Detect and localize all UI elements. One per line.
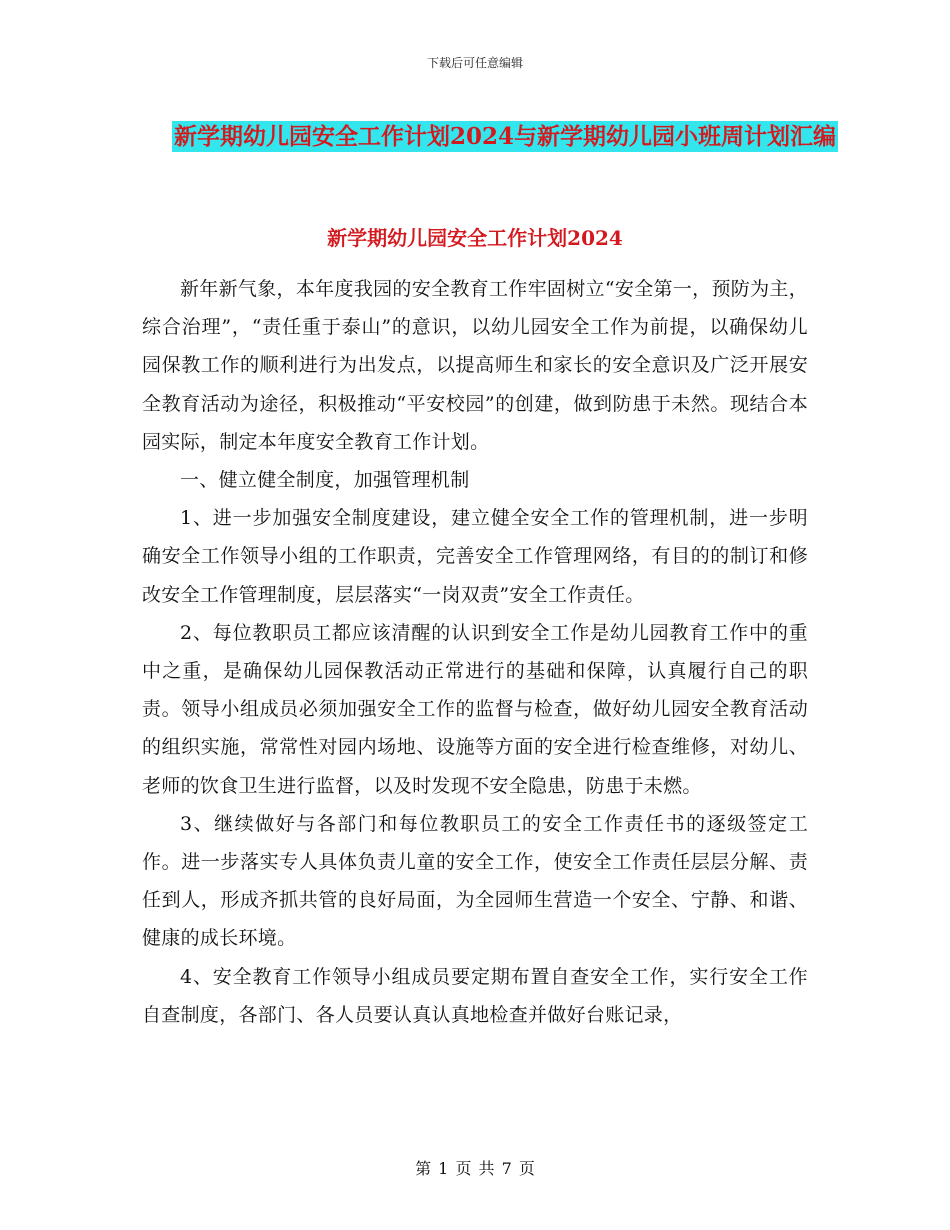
paragraph-item-4: 4、安全教育工作领导小组成员要定期布置自查安全工作，实行安全工作自查制度，各部门、各人员要认真认真地检查并做好台账记录，	[142, 965, 808, 1026]
paragraph-item-1: 1、进一步加强安全制度建设，建立健全安全工作的管理机制，进一步明确安全工作领导小组的工作职责，完善安全工作管理网络，有目的的制订和修改安全工作管理制度，层层落实“一岗双责”安全工作责任。	[142, 507, 808, 606]
paragraph-heading-1: 一、健立健全制度，加强管理机制	[180, 469, 470, 492]
section-title: 新学期幼儿园安全工作计划2024	[327, 226, 623, 250]
paragraph-item-3: 3、继续做好与各部门和每位教职员工的安全工作责任书的逐级签定工作。进一步落实专人具体负责儿童的安全工作，使安全工作责任层层分解、责任到人，形成齐抓共管的良好局面，为全园师生营造一个安全、宁静、和谐、健康的成长环境。	[142, 812, 808, 950]
header-note: 下载后可任意编辑	[426, 56, 523, 70]
page-number: 第 1 页 共 7 页	[415, 1159, 535, 1178]
document-title-text: 新学期幼儿园安全工作计划2024与新学期幼儿园小班周计划汇编	[173, 123, 836, 150]
paragraph-intro: 新年新气象，本年度我园的安全教育工作牢固树立“安全第一，预防为主，综合治理”，“责任重于泰山”的意识，以幼儿园安全工作为前提，以确保幼儿园保教工作的顺利进行为出发点，以提高师生和家长的安全意识及广泛开展安全教育活动为途径，积极推动“平安校园”的创建，做到防患于未然。现结合本园实际，制定本年度安全教育工作计划。	[142, 278, 808, 453]
document-body	[142, 270, 808, 1034]
document-title	[160, 112, 850, 162]
paragraph-item-2: 2、每位教职员工都应该清醒的认识到安全工作是幼儿园教育工作中的重中之重，是确保幼儿园保教活动正常进行的基础和保障，认真履行自己的职责。领导小组成员必须加强安全工作的监督与检查，做好幼儿园安全教育活动的组织实施，常常性对园内场地、设施等方面的安全进行检查维修，对幼儿、老师的饮食卫生进行监督，以及时发现不安全隐患，防患于未燃。	[142, 621, 808, 797]
